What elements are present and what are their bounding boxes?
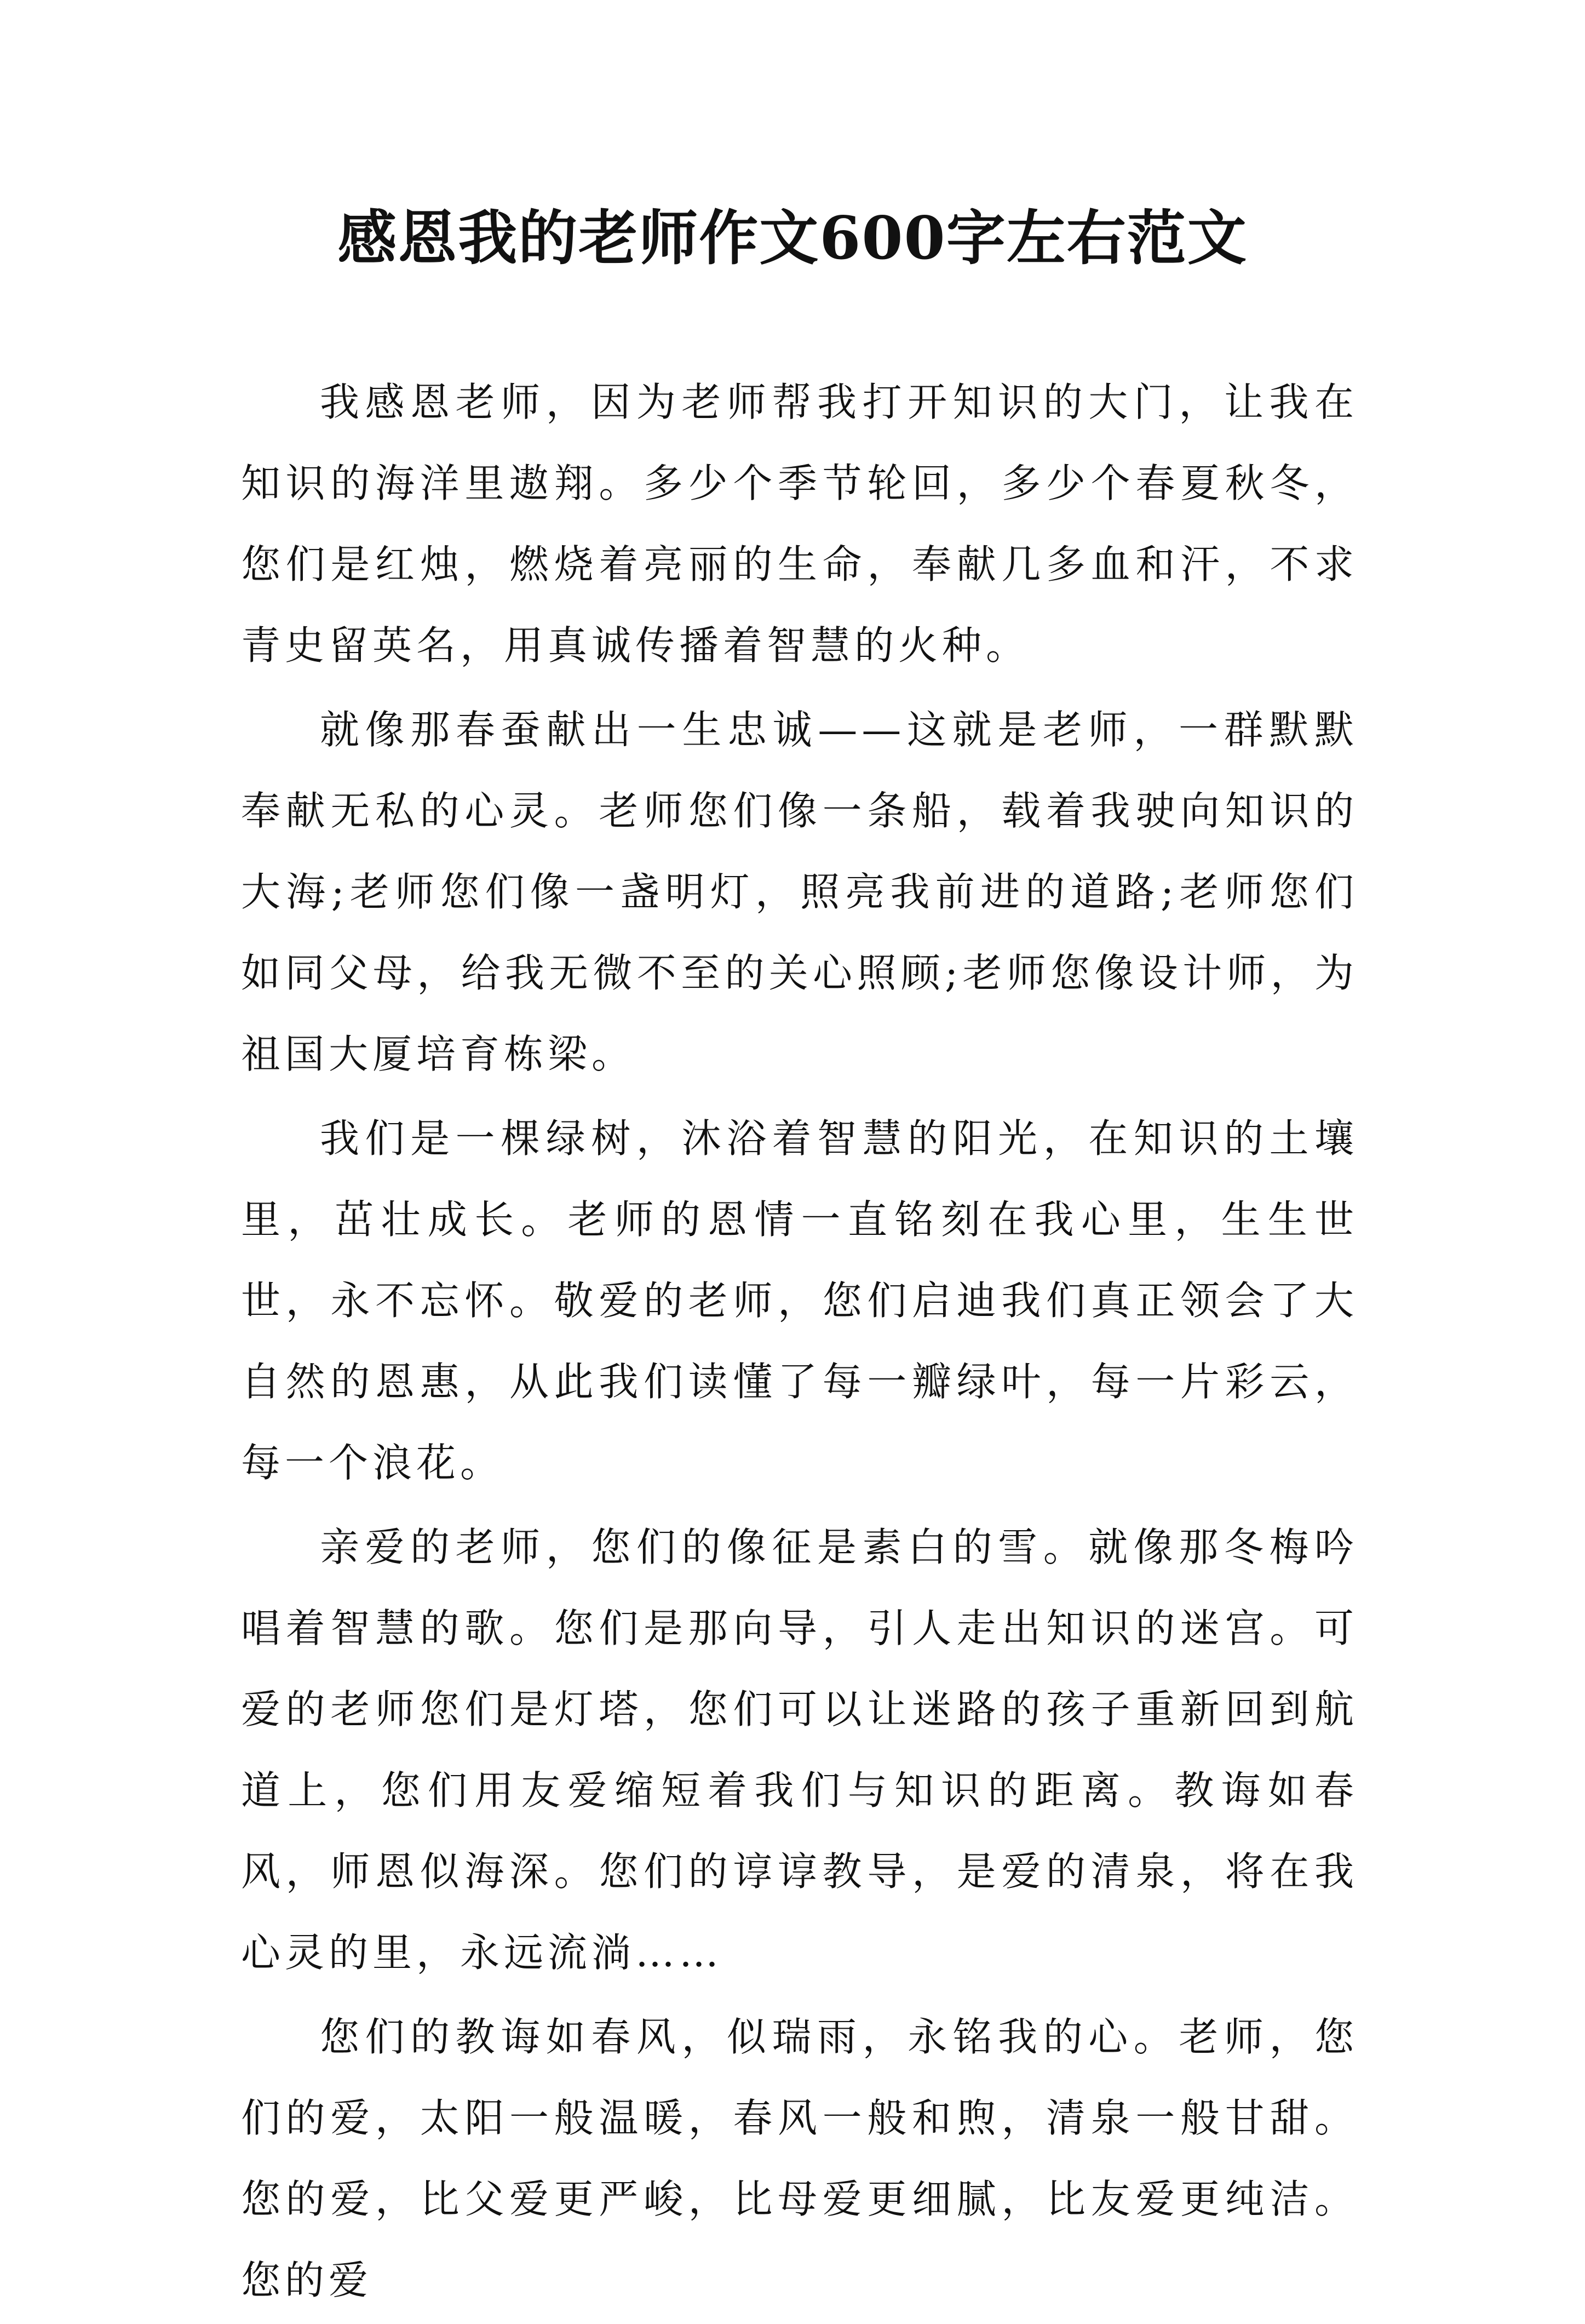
paragraph-4: 亲爱的老师，您们的像征是素白的雪。就像那冬梅吟唱着智慧的歌。您们是那向导，引人走出知识的迷宫。可爱的老师您们是灯塔，您们可以让迷路的孩子重新回到航道上，您们用友爱缩短着我们与知识的距离。教诲如春风，师恩似海深。您们的谆谆教导，是爱的清泉，将在我心灵的里，永远流淌…… — [241, 1524, 1358, 1976]
document-body — [241, 362, 1358, 2324]
document-title: 感恩我的老师作文600字左右范文 — [337, 204, 1248, 273]
paragraph-2: 就像那春蚕献出一生忠诚——这就是老师，一群默默奉献无私的心灵。老师您们像一条船，载着我驶向知识的大海;老师您们像一盏明灯，照亮我前进的道路;老师您们如同父母，给我无微不至的关心照顾;老师您像设计师，为祖国大厦培育栋梁。 — [241, 707, 1358, 1077]
paragraph-5: 您们的教诲如春风，似瑞雨，永铭我的心。老师，您们的爱，太阳一般温暖，春风一般和煦，清泉一般甘甜。您的爱，比父爱更严峻，比母爱更细腻，比友爱更纯洁。您的爱 — [241, 2014, 1358, 2303]
paragraph-1: 我感恩老师，因为老师帮我打开知识的大门，让我在知识的海洋里遨翔。多少个季节轮回，多少个春夏秋冬，您们是红烛，燃烧着亮丽的生命，奉献几多血和汗，不求青史留英名，用真诚传播着智慧的火种。 — [241, 379, 1358, 668]
paragraph-3: 我们是一棵绿树，沐浴着智慧的阳光，在知识的土壤里，茁壮成长。老师的恩情一直铭刻在我心里，生生世世，永不忘怀。敬爱的老师，您们启迪我们真正领会了大自然的恩惠，从此我们读懂了每一瓣绿叶，每一片彩云，每一个浪花。 — [241, 1115, 1358, 1486]
